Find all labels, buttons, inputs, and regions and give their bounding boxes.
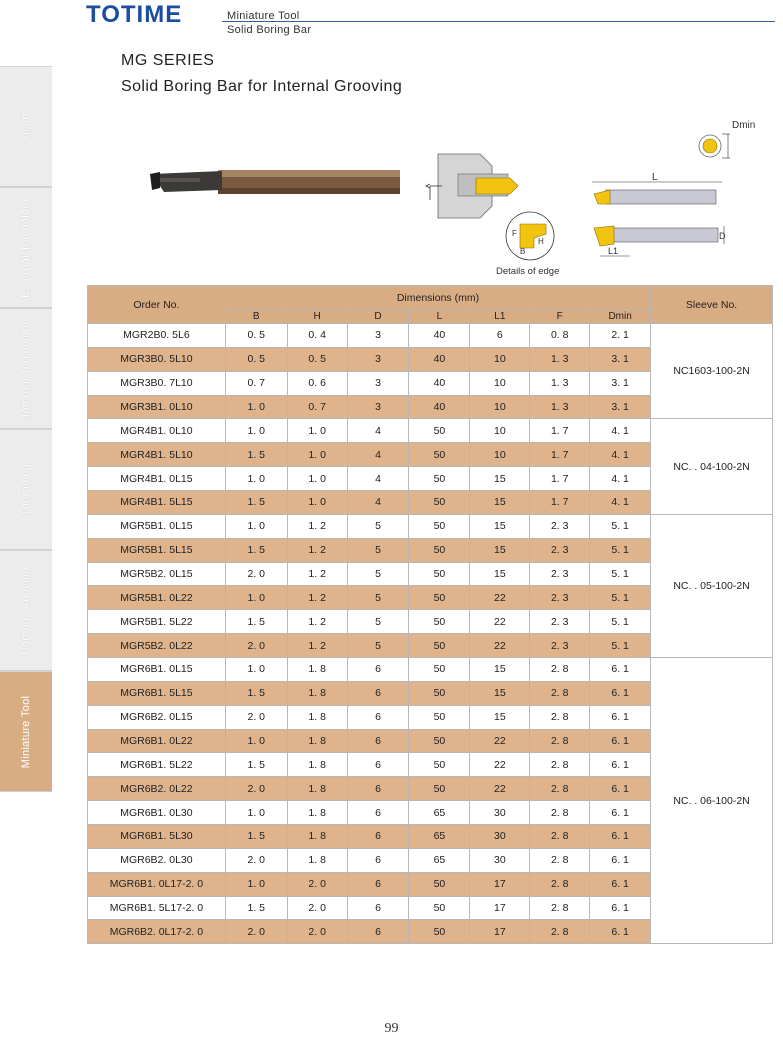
- edge-detail: [496, 212, 559, 277]
- column-header: B: [225, 310, 287, 324]
- dimension-cell: 2. 0: [287, 896, 347, 920]
- dimension-cell: 4: [347, 443, 409, 467]
- dimension-cell: 1. 8: [287, 729, 347, 753]
- dimension-cell: 22: [470, 729, 530, 753]
- dimension-cell: 1. 0: [225, 801, 287, 825]
- dimension-cell: 1. 2: [287, 562, 347, 586]
- dimension-cell: 6: [347, 681, 409, 705]
- order-no-cell: MGR6B2. 0L15: [88, 705, 226, 729]
- dimension-cell: 1. 5: [225, 610, 287, 634]
- dimension-cell: 15: [470, 467, 530, 491]
- dimension-cell: 15: [470, 681, 530, 705]
- dimension-cell: 2. 8: [530, 753, 590, 777]
- dimension-cell: 4. 1: [590, 419, 651, 443]
- dimension-cell: 1. 0: [225, 395, 287, 419]
- dimension-cell: 50: [409, 443, 470, 467]
- totime-logo: [86, 2, 218, 24]
- sidebar: [0, 66, 52, 792]
- dimension-cell: 1. 5: [225, 825, 287, 849]
- dimension-cell: 40: [409, 347, 470, 371]
- dimension-cell: 3. 1: [590, 347, 651, 371]
- dimension-cell: 2. 3: [530, 610, 590, 634]
- dimension-cell: 1. 5: [225, 753, 287, 777]
- dimension-cell: 1. 5: [225, 681, 287, 705]
- dimension-cell: 2. 3: [530, 562, 590, 586]
- dimension-cell: 50: [409, 658, 470, 682]
- dimension-cell: 1. 0: [287, 443, 347, 467]
- dimension-cell: 6. 1: [590, 681, 651, 705]
- dimension-cell: 40: [409, 371, 470, 395]
- dimension-cell: 22: [470, 586, 530, 610]
- order-no-cell: MGR6B1. 0L15: [88, 658, 226, 682]
- dimension-cell: 6. 1: [590, 872, 651, 896]
- dimension-cell: 22: [470, 777, 530, 801]
- dimension-cell: 6. 1: [590, 777, 651, 801]
- dimension-cell: 30: [470, 848, 530, 872]
- series-title: MG SERIES: [121, 52, 215, 69]
- tool-illustrations: [130, 108, 780, 280]
- dimension-cell: 1. 2: [287, 610, 347, 634]
- dimension-cell: 6. 1: [590, 729, 651, 753]
- dimension-cell: 5: [347, 514, 409, 538]
- order-no-cell: MGR3B1. 0L10: [88, 395, 226, 419]
- dimension-cell: 15: [470, 538, 530, 562]
- order-no-cell: MGR4B1. 0L15: [88, 467, 226, 491]
- order-no-cell: MGR6B1. 0L22: [88, 729, 226, 753]
- dimension-cell: 6. 1: [590, 658, 651, 682]
- order-no-cell: MGR4B1. 5L10: [88, 443, 226, 467]
- dimension-cell: 65: [409, 825, 470, 849]
- column-header: L: [409, 310, 470, 324]
- d-label: D: [719, 231, 726, 241]
- order-no-cell: MGR6B2. 0L22: [88, 777, 226, 801]
- order-no-header: Order No.: [88, 286, 226, 324]
- order-no-cell: MGR6B1. 5L15: [88, 681, 226, 705]
- dimension-cell: 10: [470, 419, 530, 443]
- dimension-cell: 6: [347, 848, 409, 872]
- dimension-cell: 1. 5: [225, 491, 287, 515]
- dimension-cell: 6: [347, 801, 409, 825]
- dimension-cell: 15: [470, 514, 530, 538]
- dimension-cell: 50: [409, 777, 470, 801]
- dimension-cell: 6: [347, 920, 409, 944]
- dimension-cell: 6. 1: [590, 848, 651, 872]
- dimension-cell: 1. 7: [530, 419, 590, 443]
- dimension-cell: 2. 8: [530, 825, 590, 849]
- order-no-cell: MGR6B2. 0L30: [88, 848, 226, 872]
- dimension-cell: 0. 6: [287, 371, 347, 395]
- order-no-cell: MGR5B1. 0L22: [88, 586, 226, 610]
- dimension-cell: 6: [347, 753, 409, 777]
- dimension-cell: 6. 1: [590, 705, 651, 729]
- dimension-cell: 1. 3: [530, 347, 590, 371]
- dimension-cell: 1. 2: [287, 634, 347, 658]
- dimension-cell: 0. 4: [287, 324, 347, 348]
- dimension-cell: 6. 1: [590, 825, 651, 849]
- dimension-cell: 10: [470, 443, 530, 467]
- dimension-cell: 2. 3: [530, 514, 590, 538]
- table-row: [88, 324, 773, 348]
- table-row: [88, 514, 773, 538]
- dimensions-header: Dimensions (mm): [225, 286, 650, 310]
- dimension-cell: 4. 1: [590, 491, 651, 515]
- order-no-cell: MGR3B0. 5L10: [88, 347, 226, 371]
- dimension-cell: 6: [347, 872, 409, 896]
- sleeve-no-cell: NC. . 06‐100‐2N: [651, 658, 773, 944]
- dmin-end-view: [699, 120, 755, 158]
- dimension-cell: 40: [409, 395, 470, 419]
- page-number: 99: [384, 1021, 399, 1036]
- dimension-cell: 0. 5: [287, 347, 347, 371]
- illustration-svg: [130, 108, 780, 280]
- dimension-cell: 5. 1: [590, 586, 651, 610]
- dimension-cell: 15: [470, 562, 530, 586]
- dimension-cell: 6: [347, 777, 409, 801]
- dimension-cell: 2. 0: [225, 777, 287, 801]
- header-subtitle-line2: Solid Boring Bar: [227, 24, 312, 36]
- dimension-cell: 1. 2: [287, 538, 347, 562]
- dimension-cell: 50: [409, 705, 470, 729]
- details-caption: Details of edge: [496, 266, 560, 277]
- order-no-cell: MGR6B1. 0L30: [88, 801, 226, 825]
- dimension-cell: 1. 0: [225, 514, 287, 538]
- dimension-cell: 2. 0: [225, 920, 287, 944]
- dimension-cell: 50: [409, 610, 470, 634]
- dimension-cell: 50: [409, 491, 470, 515]
- logo-text: TOTIME: [86, 2, 183, 24]
- dimension-cell: 6: [347, 825, 409, 849]
- product-title: Solid Boring Bar for Internal Grooving: [121, 78, 403, 95]
- l-label: L: [652, 172, 658, 183]
- dimension-cell: 4: [347, 467, 409, 491]
- dimension-cell: 3. 1: [590, 371, 651, 395]
- dimension-cell: 0. 8: [530, 324, 590, 348]
- bottom-view-l1: [594, 226, 726, 256]
- dimension-cell: 2. 0: [225, 634, 287, 658]
- sidebar-tab-miniature-tool[interactable]: [0, 671, 52, 792]
- order-no-cell: MGR4B1. 0L10: [88, 419, 226, 443]
- order-no-cell: MGR5B1. 5L15: [88, 538, 226, 562]
- dimension-cell: 5. 1: [590, 634, 651, 658]
- order-no-cell: MGR5B2. 0L15: [88, 562, 226, 586]
- order-no-cell: MGR6B1. 5L30: [88, 825, 226, 849]
- dimension-cell: 50: [409, 920, 470, 944]
- dimension-cell: 1. 0: [225, 729, 287, 753]
- dimension-cell: 0. 7: [225, 371, 287, 395]
- dimension-cell: 5: [347, 538, 409, 562]
- dimension-cell: 5. 1: [590, 514, 651, 538]
- dmin-label: Dmin: [732, 120, 756, 131]
- dimension-cell: 6: [347, 896, 409, 920]
- dimension-cell: 6. 1: [590, 920, 651, 944]
- table-row: [88, 419, 773, 443]
- column-header: D: [347, 310, 409, 324]
- sidebar-tab-external-toolholder[interactable]: [0, 187, 52, 308]
- dimension-cell: 1. 7: [530, 467, 590, 491]
- dimension-cell: 2. 0: [225, 705, 287, 729]
- dimension-cell: 10: [470, 395, 530, 419]
- dimension-cell: 2. 8: [530, 920, 590, 944]
- dimension-cell: 5: [347, 610, 409, 634]
- dimension-cell: 0. 7: [287, 395, 347, 419]
- dimension-cell: 1. 5: [225, 896, 287, 920]
- dimension-cell: 15: [470, 658, 530, 682]
- table-row: [88, 658, 773, 682]
- dimension-cell: 1. 0: [225, 419, 287, 443]
- dimension-cell: 1. 0: [287, 467, 347, 491]
- order-no-cell: MGR2B0. 5L6: [88, 324, 226, 348]
- dimension-cell: 5. 1: [590, 610, 651, 634]
- column-header: Dmin: [590, 310, 651, 324]
- dimension-cell: 1. 0: [225, 586, 287, 610]
- dimension-cell: 50: [409, 419, 470, 443]
- dimension-cell: 2. 8: [530, 801, 590, 825]
- dimension-cell: 5: [347, 562, 409, 586]
- dimension-cell: 15: [470, 705, 530, 729]
- dimension-cell: 3: [347, 395, 409, 419]
- sleeve-no-cell: NC. . 05‐100‐2N: [651, 514, 773, 657]
- order-no-cell: MGR5B1. 5L22: [88, 610, 226, 634]
- dimension-cell: 1. 0: [225, 872, 287, 896]
- dimension-cell: 1. 8: [287, 801, 347, 825]
- sleeve-no-cell: NC. . 04‐100‐2N: [651, 419, 773, 514]
- holder-diagram: [426, 154, 518, 218]
- column-header: F: [530, 310, 590, 324]
- dimension-cell: 10: [470, 347, 530, 371]
- sidebar-tab-insert[interactable]: [0, 66, 52, 187]
- dimension-cell: 3: [347, 347, 409, 371]
- dimension-cell: 4. 1: [590, 443, 651, 467]
- sidebar-tab-internal-toolholder[interactable]: [0, 308, 52, 429]
- dimension-cell: 4: [347, 491, 409, 515]
- order-no-cell: MGR5B1. 0L15: [88, 514, 226, 538]
- dimension-cell: 10: [470, 371, 530, 395]
- header-rule: [222, 21, 775, 22]
- dimension-cell: 1. 8: [287, 848, 347, 872]
- dimension-cell: 22: [470, 610, 530, 634]
- sleeve-no-header: Sleeve No.: [651, 286, 773, 324]
- dimension-cell: 2. 8: [530, 848, 590, 872]
- dimension-cell: 6: [470, 324, 530, 348]
- dimension-cell: 2. 8: [530, 681, 590, 705]
- dimension-cell: 65: [409, 848, 470, 872]
- dimension-cell: 6: [347, 729, 409, 753]
- dimension-cell: 2. 1: [590, 324, 651, 348]
- dimension-cell: 6: [347, 658, 409, 682]
- sidebar-tab-label: Internal Toolholder: [20, 320, 32, 417]
- dimension-cell: 6. 1: [590, 753, 651, 777]
- dimension-cell: 2. 8: [530, 658, 590, 682]
- dimension-cell: 1. 5: [225, 443, 287, 467]
- dimension-cell: 3: [347, 324, 409, 348]
- dimension-cell: 1. 7: [530, 491, 590, 515]
- dimension-cell: 6: [347, 705, 409, 729]
- dimension-cell: 2. 0: [287, 872, 347, 896]
- dimension-cell: 6. 1: [590, 801, 651, 825]
- dimension-cell: 50: [409, 514, 470, 538]
- dimension-cell: 1. 0: [287, 491, 347, 515]
- side-view-l: [592, 172, 722, 204]
- dimension-cell: 2. 0: [225, 848, 287, 872]
- dimension-cell: 1. 7: [530, 443, 590, 467]
- table-body: [88, 324, 773, 944]
- dimension-cell: 6. 1: [590, 896, 651, 920]
- dimension-cell: 2. 3: [530, 634, 590, 658]
- h-label: H: [538, 237, 544, 246]
- dimension-cell: 50: [409, 562, 470, 586]
- dimension-cell: 65: [409, 801, 470, 825]
- order-no-cell: MGR5B2. 0L22: [88, 634, 226, 658]
- b-label: B: [520, 247, 526, 256]
- sidebar-tab-parting-grooving[interactable]: [0, 550, 52, 671]
- dimension-cell: 50: [409, 467, 470, 491]
- dimension-cell: 1. 8: [287, 658, 347, 682]
- dimension-cell: 1. 8: [287, 681, 347, 705]
- dimension-cell: 22: [470, 634, 530, 658]
- dimension-cell: 30: [470, 801, 530, 825]
- dimension-cell: 4: [347, 419, 409, 443]
- order-no-cell: MGR4B1. 5L15: [88, 491, 226, 515]
- dimension-cell: 1. 0: [287, 419, 347, 443]
- dimension-cell: 1. 5: [225, 538, 287, 562]
- dimensions-table: [87, 285, 773, 944]
- sidebar-tab-label: External Toolholder: [20, 197, 32, 298]
- dimension-cell: 1. 8: [287, 825, 347, 849]
- dimension-cell: 5. 1: [590, 538, 651, 562]
- dimension-cell: 30: [470, 825, 530, 849]
- dimension-cell: 1. 0: [225, 658, 287, 682]
- dimension-cell: 4. 1: [590, 467, 651, 491]
- l1-label: L1: [608, 246, 619, 256]
- dimension-cell: 50: [409, 586, 470, 610]
- sidebar-tab-threading[interactable]: [0, 429, 52, 550]
- dimension-cell: 0. 5: [225, 347, 287, 371]
- dimension-cell: 1. 8: [287, 777, 347, 801]
- dimension-cell: 22: [470, 753, 530, 777]
- dimension-cell: 50: [409, 634, 470, 658]
- dimension-cell: 15: [470, 491, 530, 515]
- dimension-cell: 1. 3: [530, 371, 590, 395]
- boring-bar-photo: [150, 170, 400, 194]
- sidebar-tab-label: Insert: [20, 111, 32, 142]
- dimension-cell: 1. 3: [530, 395, 590, 419]
- dimension-cell: 3: [347, 371, 409, 395]
- dimension-cell: 2. 0: [287, 920, 347, 944]
- dimension-cell: 50: [409, 896, 470, 920]
- dimension-cell: 1. 0: [225, 467, 287, 491]
- sidebar-tab-label: Parting Grooving: [20, 566, 32, 655]
- order-no-cell: MGR6B1. 5L22: [88, 753, 226, 777]
- order-no-cell: MGR6B1. 0L17‐2. 0: [88, 872, 226, 896]
- dimension-cell: 2. 3: [530, 586, 590, 610]
- dimension-cell: 2. 8: [530, 777, 590, 801]
- dimension-cell: 17: [470, 920, 530, 944]
- dimension-cell: 5: [347, 586, 409, 610]
- dimension-cell: 2. 8: [530, 729, 590, 753]
- dimension-cell: 2. 0: [225, 562, 287, 586]
- f-label: F: [512, 229, 517, 238]
- dimension-cell: 1. 2: [287, 514, 347, 538]
- order-no-cell: MGR3B0. 7L10: [88, 371, 226, 395]
- dimension-cell: 0. 5: [225, 324, 287, 348]
- dimension-cell: 5: [347, 634, 409, 658]
- sidebar-tab-label: Miniature Tool: [20, 695, 32, 768]
- dimension-cell: 1. 2: [287, 586, 347, 610]
- dimension-cell: 50: [409, 729, 470, 753]
- dimension-cell: 5. 1: [590, 562, 651, 586]
- dimension-cell: 2. 8: [530, 705, 590, 729]
- dimension-cell: 1. 8: [287, 753, 347, 777]
- dimension-cell: 40: [409, 324, 470, 348]
- dimension-cell: 2. 8: [530, 896, 590, 920]
- column-header: H: [287, 310, 347, 324]
- column-header: L1: [470, 310, 530, 324]
- dimension-cell: 2. 3: [530, 538, 590, 562]
- dimension-cell: 50: [409, 538, 470, 562]
- dimension-cell: 50: [409, 872, 470, 896]
- dimension-cell: 1. 8: [287, 705, 347, 729]
- dimension-cell: 50: [409, 753, 470, 777]
- sidebar-tab-label: Therading: [20, 463, 32, 516]
- header-subtitle-line1: Miniature Tool: [227, 10, 300, 22]
- dimension-cell: 2. 8: [530, 872, 590, 896]
- sleeve-no-cell: NC1603‐100‐2N: [651, 324, 773, 419]
- dimension-cell: 3. 1: [590, 395, 651, 419]
- dimension-cell: 17: [470, 896, 530, 920]
- dimension-cell: 50: [409, 681, 470, 705]
- order-no-cell: MGR6B1. 5L17‐2. 0: [88, 896, 226, 920]
- dimension-cell: 17: [470, 872, 530, 896]
- order-no-cell: MGR6B2. 0L17‐2. 0: [88, 920, 226, 944]
